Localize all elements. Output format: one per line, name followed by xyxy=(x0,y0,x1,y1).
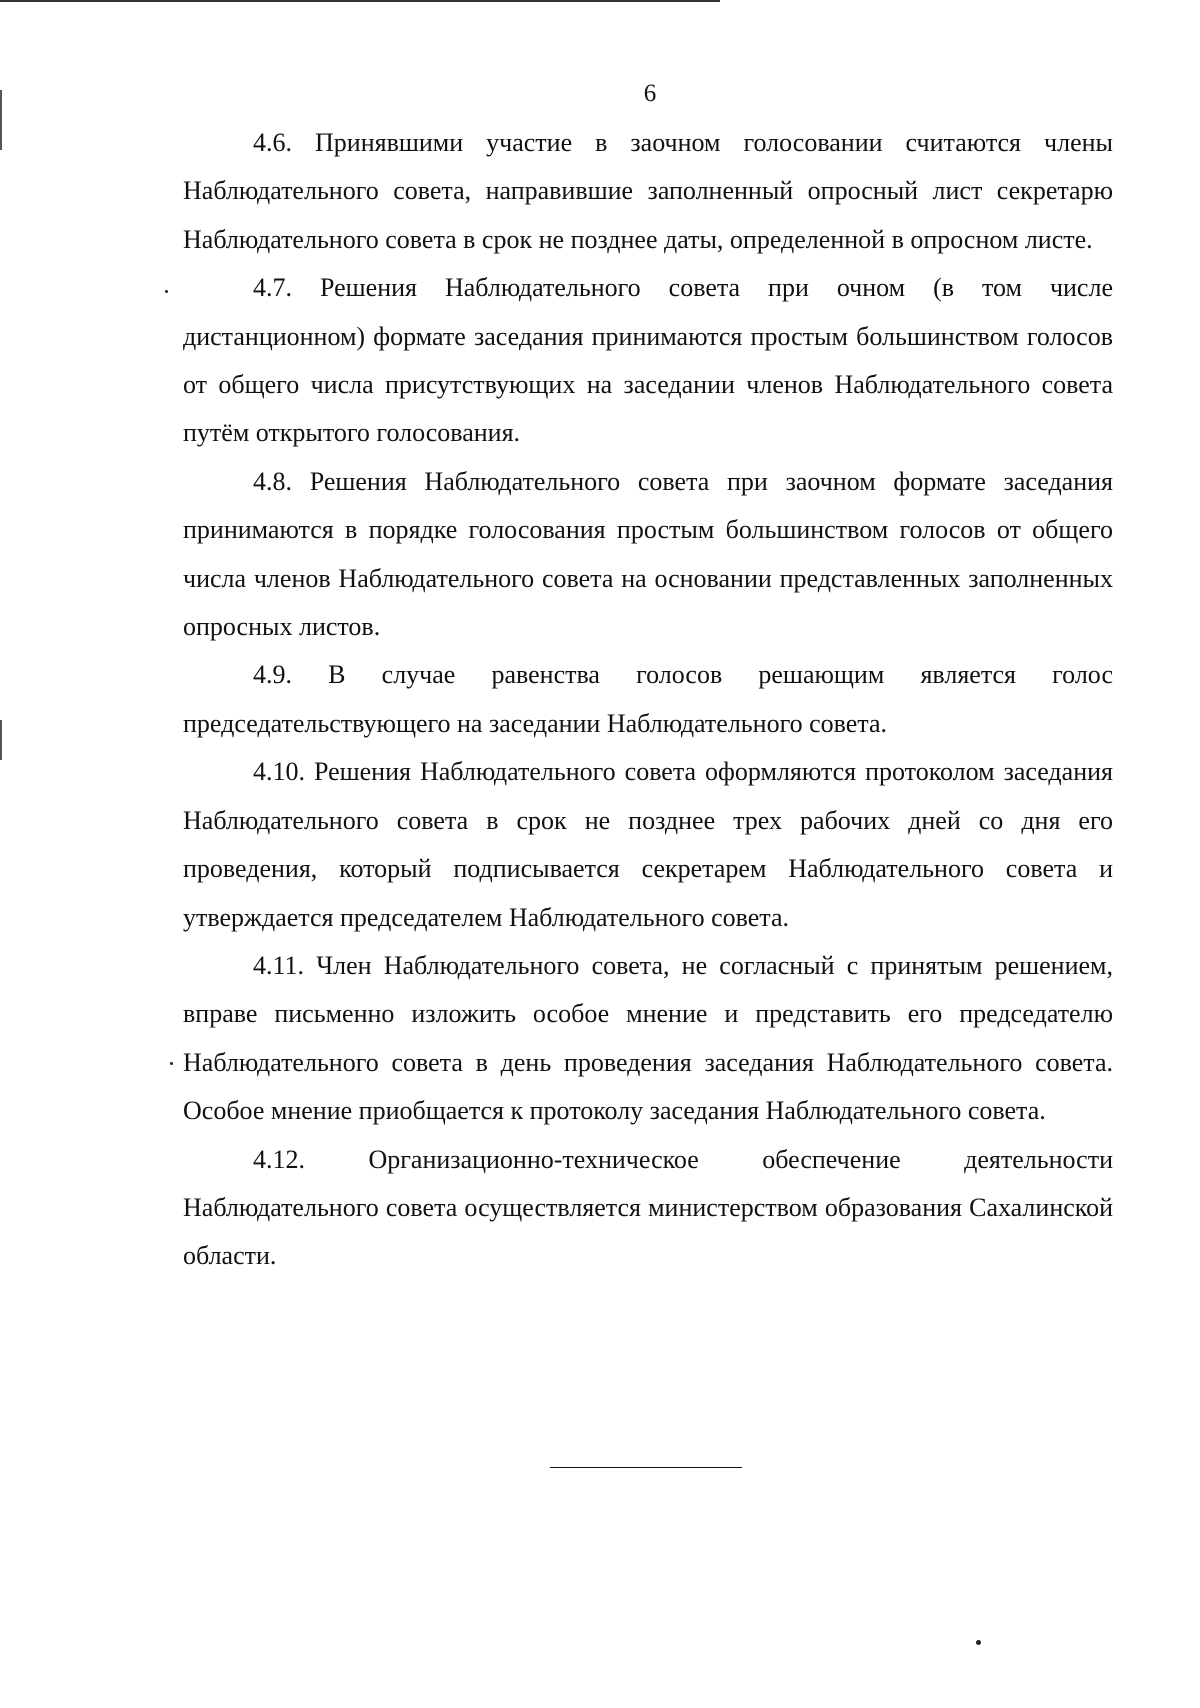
scan-speck xyxy=(170,1062,173,1065)
paragraph-4-7: 4.7. Решения Наблюдательного совета при очном (в том числе дистанционном) формате заседания принимаются простым большинством голосов от общего числа присутствующих на заседании членов Наблюдательного совета путём открытого голосования. xyxy=(183,273,1113,448)
document-body xyxy=(183,119,1113,1281)
scan-edge-left xyxy=(0,720,2,760)
paragraph-4-12: 4.12. Организационно-техническое обеспечение деятельности Наблюдательного совета осуществляется министерством образования Сахалинской области. xyxy=(183,1144,1113,1271)
paragraph-4-6: 4.6. Принявшими участие в заочном голосовании считаются члены Наблюдательного совета, направившие заполненный опросный лист секретарю Наблюдательного совета в срок не позднее даты, определенной в опросном листе. xyxy=(183,128,1113,254)
scan-speck xyxy=(976,1640,981,1645)
paragraph-4-9: 4.9. В случае равенства голосов решающим является голос председательствующего на заседании Наблюдательного совета. xyxy=(183,660,1113,738)
paragraph-4-11: 4.11. Член Наблюдательного совета, не согласный с принятым решением, вправе письменно изложить особое мнение и представить его председателю Наблюдательного совета в день проведения заседания Наблюдательного совета. Особое мнение приобщается к протоколу заседания Наблюдательного совета. xyxy=(183,950,1113,1126)
paragraph-4-8: 4.8. Решения Наблюдательного совета при заочном формате заседания принимаются в порядке голосования простым большинством голосов от общего числа членов Наблюдательного совета на основании представленных заполненных опросных листов. xyxy=(183,466,1113,642)
end-of-document-rule xyxy=(550,1467,742,1468)
page-number: 6 xyxy=(643,80,657,107)
scan-speck xyxy=(165,290,168,293)
paragraph-4-10: 4.10. Решения Наблюдательного совета оформляются протоколом заседания Наблюдательного совета в срок не позднее трех рабочих дней со дня его проведения, который подписывается секретарем Наблюдательного совета и утверждается председателем Наблюдательного совета. xyxy=(183,757,1113,932)
scan-edge-top xyxy=(0,0,720,2)
